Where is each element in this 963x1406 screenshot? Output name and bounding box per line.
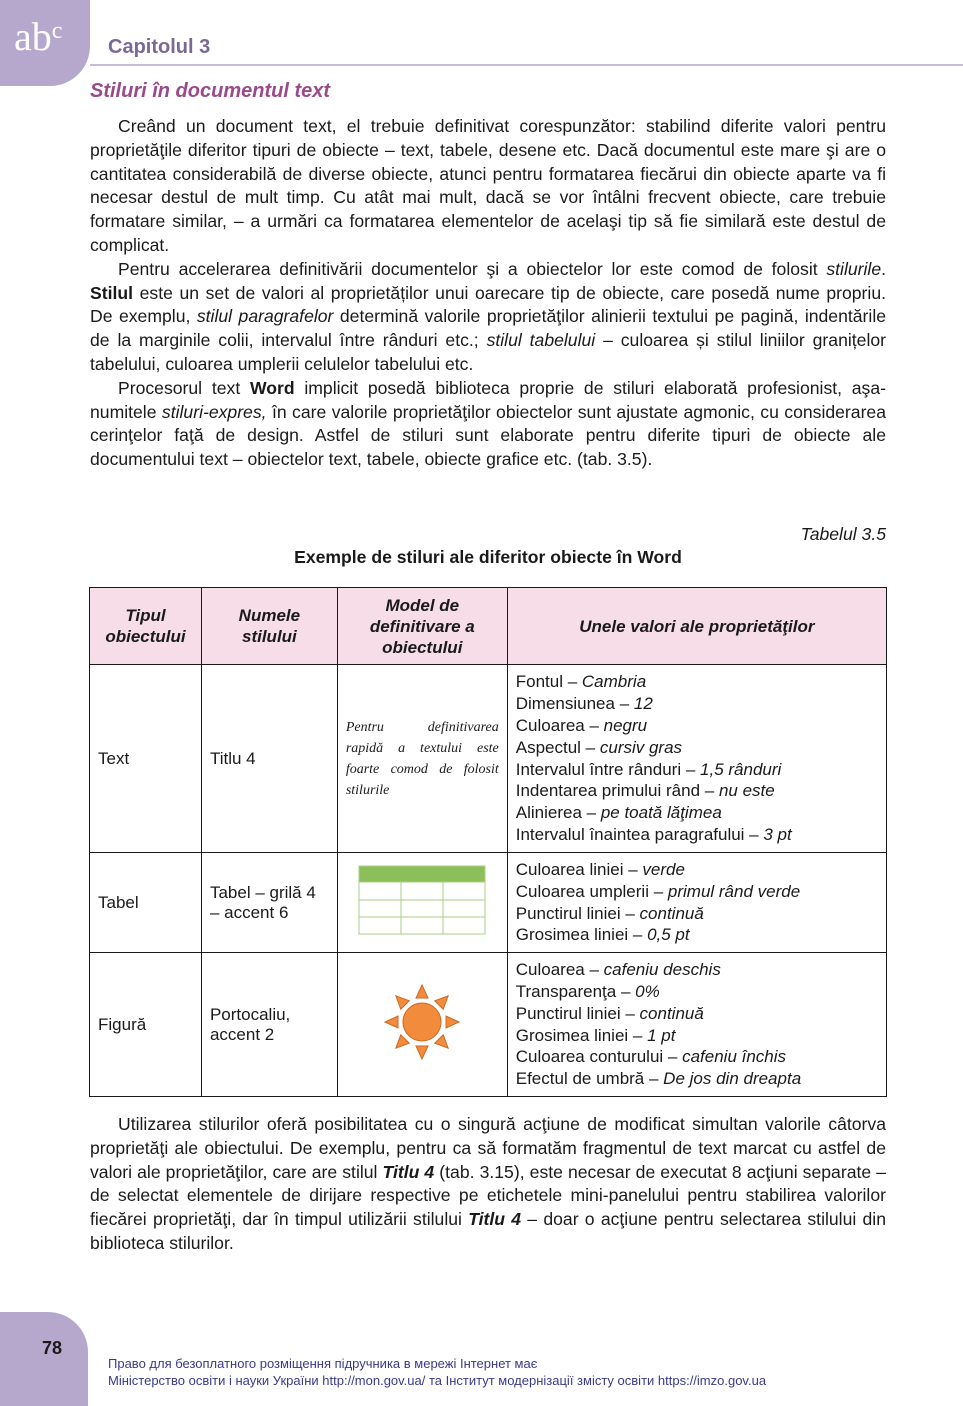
footer-line: Право для безоплатного розміщення підручника в мережі Інтернет має: [108, 1356, 538, 1371]
prop-line: Intervalul înaintea paragrafului – 3 pt: [515, 824, 792, 844]
footer-notice: [108, 1355, 766, 1389]
prop-line: Dimensiunea – 12: [515, 694, 653, 714]
table-row: [90, 953, 887, 1097]
cell-properties: [507, 853, 886, 953]
prop-line: Punctirul liniei – continuă: [515, 1003, 704, 1023]
paragraph-4: Utilizarea stilurilor oferă posibilitatea cu o singură acţiune de modificat simultan valorile câtorva proprietăţi ale obiectului. De exemplu, pentru ca să formatăm fragmentul de text marcat cu astfel de valori ale proprietăţilor, care are stilul Titlu 4 (tab. 3.15), este necesar de executat 8 acţiuni separate – de selectat elementele de dirijare respective pe etichetele mini-panelului pentru stabilirea valorilor fiecărei proprietăţi, dar în timpul utilizării stilului Titlu 4 – doar o acţiune pentru selectarea stilului din biblioteca stilurilor.: [90, 1114, 887, 1253]
logo-sup: c: [51, 18, 63, 44]
page-number: 78: [42, 1338, 63, 1358]
prop-line: Culoarea liniei – verde: [515, 859, 685, 879]
section-title: Stiluri în documentul text: [90, 80, 331, 102]
prop-line: Grosimea liniei – 1 pt: [515, 1025, 676, 1045]
cell-sample: [337, 953, 507, 1097]
cell-properties: [507, 953, 886, 1097]
prop-line: Fontul – Cambria: [515, 672, 647, 692]
abc-logo: [14, 12, 62, 62]
green-grid-table-icon: [357, 864, 487, 936]
page-number-tab: [0, 1312, 88, 1406]
prop-line: Culoarea conturului – cafeniu închis: [515, 1047, 787, 1067]
cell-sample: [337, 853, 507, 953]
table-header-row: [90, 588, 887, 665]
prop-line: Alinierea – pe toată lăţimea: [515, 803, 722, 823]
prop-line: Punctirul liniei – continuă: [515, 903, 704, 923]
prop-line: Transparenţa – 0%: [515, 981, 660, 1001]
orange-sun-shape-icon: [382, 982, 462, 1062]
intro-text: [90, 115, 886, 472]
prop-line: Grosimea liniei – 0,5 pt: [515, 925, 690, 945]
styles-table: [89, 587, 887, 1097]
chapter-title: Capitolul 3: [108, 36, 211, 58]
table-row: [90, 665, 887, 853]
closing-text: [90, 1113, 886, 1256]
header-properties: Unele valori ale proprietăţilor: [507, 588, 886, 665]
prop-line: Intervalul între rânduri – 1,5 rânduri: [515, 759, 782, 779]
logo-text: ab: [14, 14, 52, 59]
prop-line: Culoarea umplerii – primul rând verde: [515, 881, 801, 901]
cell-style: Portocaliu, accent 2: [201, 953, 337, 1097]
header-object-type: Tipul obiectului: [90, 588, 202, 665]
cell-properties: [507, 665, 886, 853]
cell-style: Tabel – grilă 4 – accent 6: [201, 853, 337, 953]
paragraph-1: Creând un document text, el trebuie definitivat corespunzător: stabilind diferite valori pentru proprietăţile diferitor tipuri de obiecte – text, tabele, desene etc. Dacă documentul este mare şi are o cantitatea considerabilă de diverse obiecte, atunci pentru formatarea fiecărui din obiecte aparte va fi necesar destul de mult timp. Cu atât mai mult, dacă se vor întâlni frecvent obiecte, care trebuie formatare similar, – a urmări ca formatarea elementelor de acelaşi tip să fie similară este destul de complicat.: [90, 116, 886, 255]
prop-line: Culoarea – negru: [515, 715, 648, 735]
cell-type: Figură: [90, 953, 202, 1097]
sample-text: Pentru definitivarea rapidă a textului este foarte comod de folosit stilurile: [345, 719, 499, 798]
cell-type: Tabel: [90, 853, 202, 953]
prop-line: Efectul de umbră – De jos din dreapta: [515, 1069, 802, 1089]
paragraph-2: Pentru accelerarea definitivării documentelor şi a obiectelor lor este comod de folosit stilurile. Stilul este un set de valori al proprietăților unui oarecare tip de obiecte, care posedă nume propriu. De exemplu, stilul paragrafelor determină valorile proprietăţilor alinierii textului pe pagină, indentările de la marginile colii, intervalul între rânduri etc.; stilul tabelului – culoarea și stilul liniilor granițelor tabelului, culoarea umplerii celulelor tabelului etc.: [90, 258, 887, 374]
cell-type: Text: [90, 665, 202, 853]
prop-line: Culoarea – cafeniu deschis: [515, 960, 721, 980]
header-style-name: Numele stilului: [201, 588, 337, 665]
prop-line: Indentarea primului rând – nu este: [515, 781, 775, 801]
table-row: [90, 853, 887, 953]
cell-style: Titlu 4: [201, 665, 337, 853]
header-divider: [90, 64, 963, 66]
table-caption: Tabelul 3.5: [800, 524, 886, 544]
footer-line: Міністерство освіти і науки України http://mon.gov.ua/ та Інститут модернізації змісту освіти https://imzo.gov.ua: [108, 1373, 767, 1388]
prop-line: Aspectul – cursiv gras: [515, 737, 683, 757]
paragraph-3: Procesorul text Word implicit posedă biblioteca proprie de stiluri elaborată profesionist, aşa-numitele stiluri-expres, în care valorile proprietăţilor obiectelor sunt ajustate agmonic, cu considerarea cerinţelor faţă de design. Astfel de stiluri sunt elaborate pentru diferite tipuri de obiecte ale documentului text – obiectelor text, tabele, obiecte grafice etc. (tab. 3.5).: [90, 377, 886, 470]
cell-sample: [337, 665, 507, 853]
header-sample: Model de definitivare a obiectului: [337, 588, 507, 665]
table-title: Exemple de stiluri ale diferitor obiecte în Word: [294, 547, 682, 567]
